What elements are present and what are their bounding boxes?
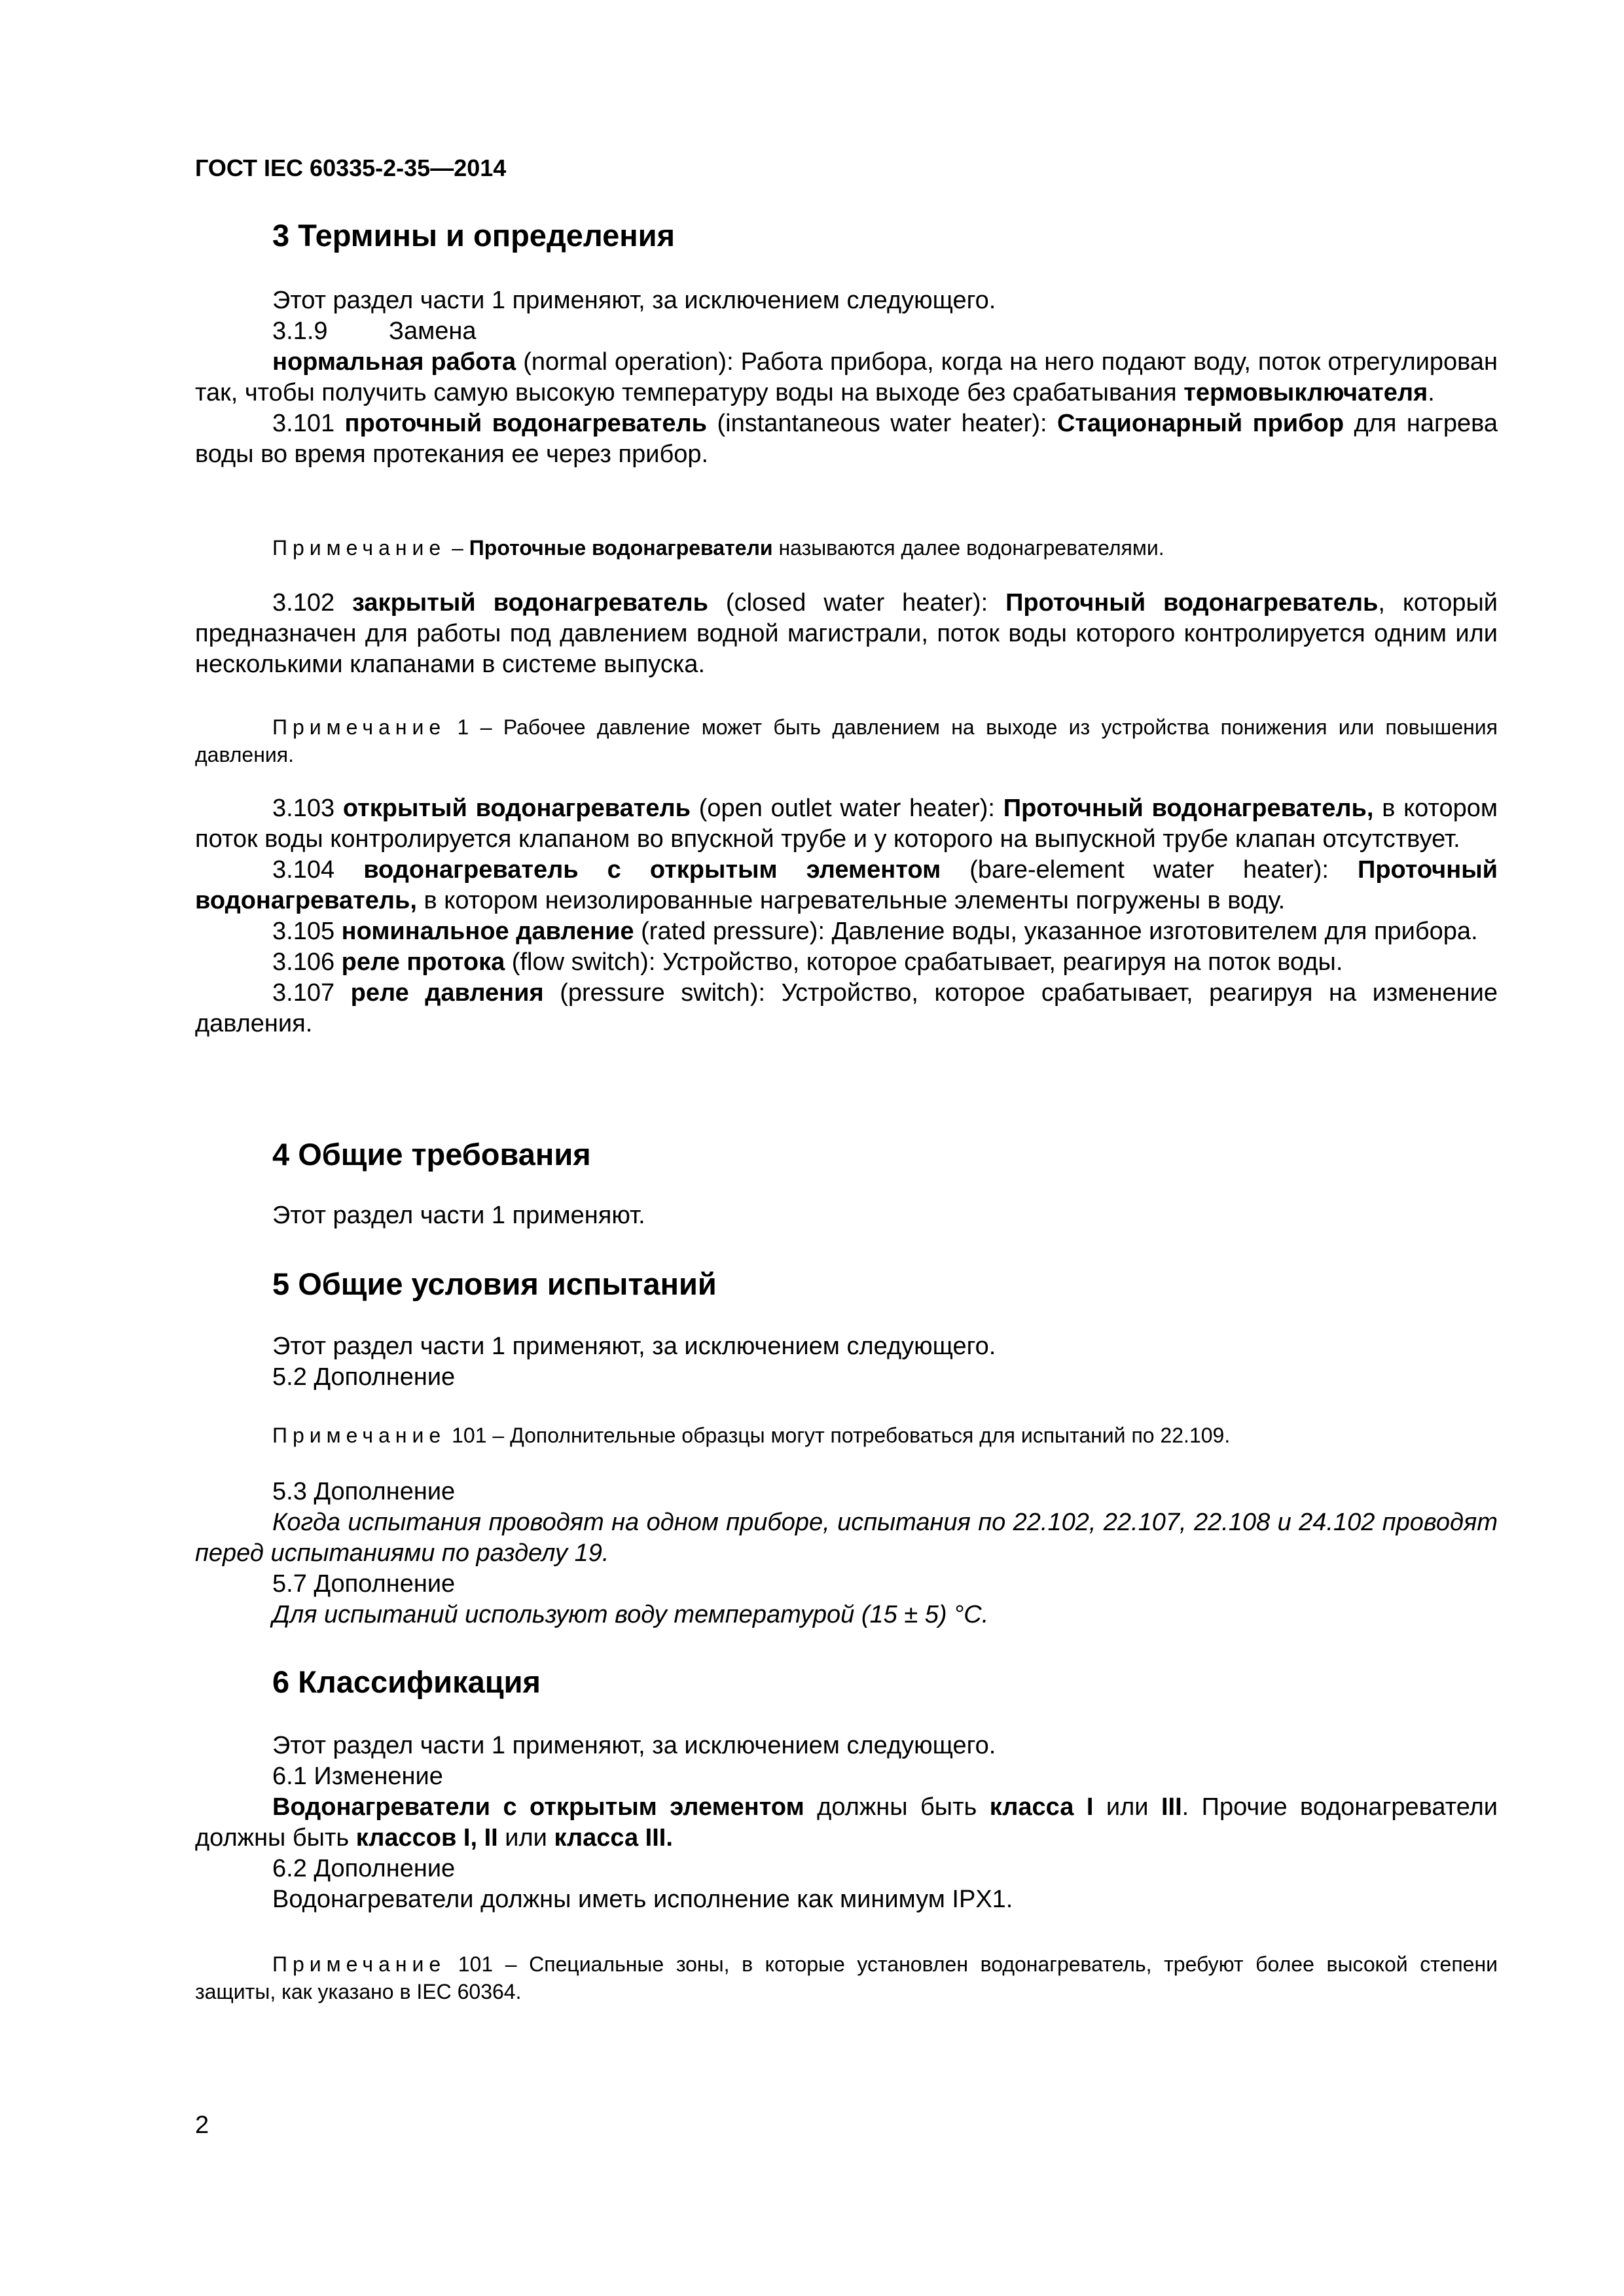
- section-3-heading: 3 Термины и определения: [272, 218, 675, 253]
- subsection-5-7-text: Для испытаний используют воду температурой (15 ± 5) °С.: [272, 1601, 989, 1628]
- section-5-body: [195, 1331, 1498, 1393]
- section-4-body: [195, 1200, 1498, 1231]
- subsection-6-1-text: Водонагреватели с открытым элементом должны быть класса I или III. Прочие водонагреватели должны быть классов I, II или класса III.: [195, 1793, 1498, 1852]
- definition-3-106: 3.106 реле протока (flow switch): Устройство, которое срабатывает, реагируя на поток воды.: [272, 948, 1343, 976]
- subsection-6-2-text: Водонагреватели должны иметь исполнение как минимум IPX1.: [272, 1886, 1013, 1913]
- section-4-heading: 4 Общие требования: [272, 1137, 591, 1172]
- note-3-102: Примечание 1 – Рабочее давление может быть давлением на выходе из устройства понижения или повышения давления.: [195, 715, 1498, 766]
- definitions-3-103-to-3-107: [195, 793, 1498, 1039]
- section-6-heading: 6 Классификация: [272, 1664, 541, 1699]
- section-3-intro: Этот раздел части 1 применяют, за исключением следующего.: [272, 287, 996, 314]
- section-5-heading: 5 Общие условия испытаний: [272, 1266, 717, 1301]
- subsection-5-2: 5.2 Дополнение: [272, 1363, 456, 1391]
- subsection-6-1: 6.1 Изменение: [272, 1763, 443, 1790]
- definition-3-105: 3.105 номинальное давление (rated pressure): Давление воды, указанное изготовителем для прибора.: [272, 918, 1478, 945]
- note-5-2: Примечание 101 – Дополнительные образцы могут потребоваться для испытаний по 22.109.: [272, 1424, 1231, 1447]
- definition-3-103: 3.103 открытый водонагреватель (open outlet water heater): Проточный водонагреватель, в котором поток воды контролируется клапаном во впускной трубе и у которого на выпускной трубе клапан отсутствует.: [195, 795, 1498, 853]
- document-header: ГОСТ IEC 60335-2-35—2014: [195, 154, 507, 181]
- section-6-intro: Этот раздел части 1 применяют, за исключением следующего.: [272, 1732, 996, 1759]
- subsection-5-3: 5.3 Дополнение: [272, 1478, 456, 1505]
- definition-normal-operation: нормальная работа (normal operation): Работа прибора, когда на него подают воду, поток отрегулирован так, чтобы получить самую высокую температуру воды на выходе без срабатывания термовыключателя.: [195, 348, 1498, 406]
- page-number: 2: [195, 2111, 209, 2139]
- section-3-body: [195, 285, 1498, 470]
- definition-3-107: 3.107 реле давления (pressure switch): Устройство, которое срабатывает, реагируя на изменение давления.: [195, 979, 1498, 1037]
- note-3-101: Примечание – Проточные водонагреватели называются далее водонагревателями.: [272, 536, 1164, 560]
- section-6-body: [195, 1731, 1498, 1915]
- definition-3-104: 3.104 водонагреватель с открытым элементом (bare-element water heater): Проточный водонагреватель, в котором неизолированные нагревательные элементы погружены в воду.: [195, 856, 1498, 914]
- section-4-intro: Этот раздел части 1 применяют.: [272, 1202, 645, 1229]
- subsection-6-2: 6.2 Дополнение: [272, 1855, 456, 1882]
- definition-3-101: 3.101 проточный водонагреватель (instantaneous water heater): Стационарный прибор для нагрева воды во время протекания ее через прибор.: [195, 410, 1498, 468]
- section-5-intro: Этот раздел части 1 применяют, за исключением следующего.: [272, 1333, 996, 1360]
- item-3-1-9: 3.1.9 Замена: [272, 317, 477, 345]
- definition-3-102: 3.102 закрытый водонагреватель (closed water heater): Проточный водонагреватель, который предназначен для работы под давлением водной магистрали, поток воды которого контролируется одним или несколькими клапанами в системе выпуска.: [195, 589, 1498, 678]
- subsection-5-7: 5.7 Дополнение: [272, 1570, 456, 1598]
- subsection-5-3-text: Когда испытания проводят на одном приборе, испытания по 22.102, 22.107, 22.108 и 24.102 проводят перед испытаниями по разделу 19.: [195, 1509, 1498, 1567]
- note-6-2: Примечание 101 – Специальные зоны, в которые установлен водонагреватель, требуют более высокой степени защиты, как указано в IEC 60364.: [195, 1952, 1498, 2003]
- section-5-subsections: [195, 1477, 1498, 1630]
